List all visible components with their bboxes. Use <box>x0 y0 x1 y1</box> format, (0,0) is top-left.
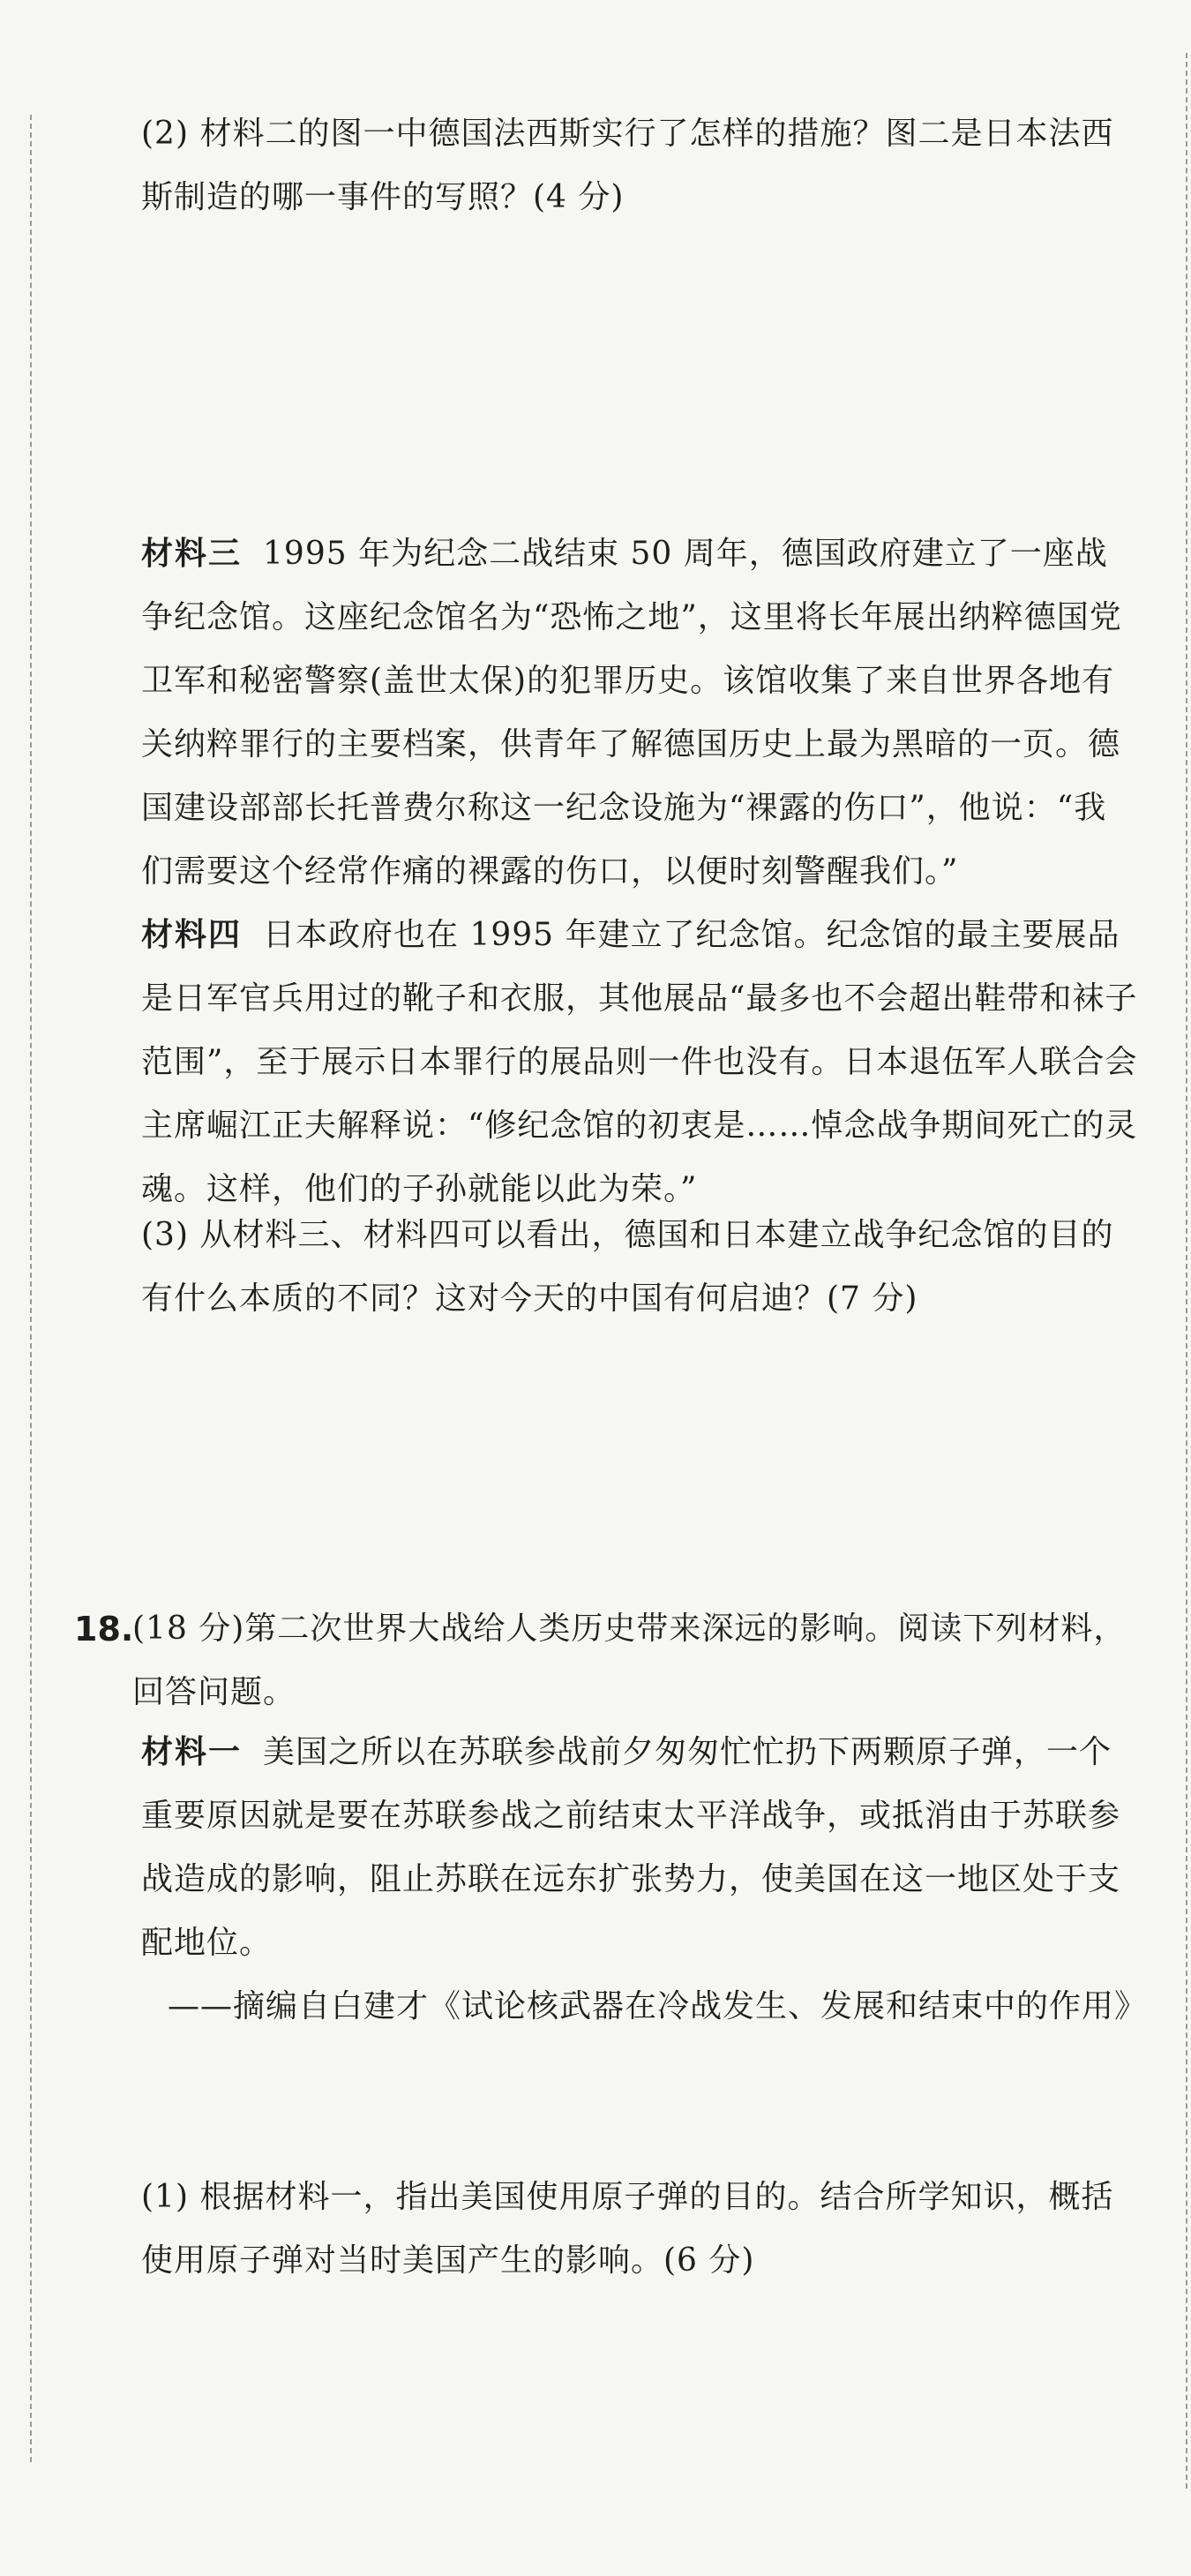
material-text: 美国之所以在苏联参战前夕匆匆忙忙扔下两颗原子弹，一个重要原因就是要在苏联参战之前结束太平洋战争，或抵消由于苏联参战造成的影响，阻止苏联在远东扩张势力，使美国在这一地区处于支配地位。 <box>141 1734 1121 1961</box>
binding-line-left <box>30 115 32 2462</box>
material-text: 日本政府也在 1995 年建立了纪念馆。纪念馆的最主要展品是日军官兵用过的靴子和衣服，其他展品“最多也不会超出鞋带和袜子范围”，至于展示日本罪行的展品则一件也没有。日本退伍军人联合会主席崛江正夫解释说：“修纪念馆的初衷是……悼念战争期间死亡的灵魂。这样，他们的子孙就能以此为荣。” <box>141 917 1138 1207</box>
question-text: (2) 材料二的图一中德国法西斯实行了怎样的措施？图二是日本法西斯制造的哪一事件的写照？(4 分) <box>141 116 1114 215</box>
material-paragraph <box>141 904 1138 1221</box>
question-text: (18 分)第二次世界大战给人类历史带来深远的影响。阅读下列材料，回答问题。 <box>132 1611 1127 1710</box>
binding-line-right <box>1186 53 1187 2489</box>
question-text: (3) 从材料三、材料四可以看出，德国和日本建立战争纪念馆的目的有什么本质的不同？这对今天的中国有何启迪？(7 分) <box>141 1217 1114 1317</box>
question-number: 18. <box>74 1610 134 1648</box>
material-label: 材料四 <box>141 917 243 953</box>
material-3-block <box>141 522 1138 1221</box>
question-text: (1) 根据材料一，指出美国使用原子弹的目的。结合所学知识，概括使用原子弹对当时美国产生的影响。(6 分) <box>141 2179 1114 2279</box>
question-18-material-1 <box>141 1721 1148 2039</box>
material-label: 材料一 <box>141 1734 243 1770</box>
material-text: 1995 年为纪念二战结束 50 周年，德国政府建立了一座战争纪念馆。这座纪念馆名为“恐怖之地”，这里将长年展出纳粹德国党卫军和秘密警察(盖世太保)的犯罪历史。该馆收集了来自世界各地有关纳粹罪行的主要档案，供青年了解德国历史上最为黑暗的一页。德国建设部部长托普费尔称这一纪念设施为“裸露的伤口”，他说：“我们需要这个经常作痛的裸露的伤口，以便时刻警醒我们。” <box>141 536 1122 890</box>
material-label: 材料三 <box>141 536 243 572</box>
question-17-part-2 <box>141 102 1138 229</box>
material-source: ——摘编自白建才《试论核武器在冷战发生、发展和结束中的作用》 <box>168 1988 1148 2024</box>
question-18-intro <box>132 1597 1138 1724</box>
material-paragraph <box>141 522 1138 904</box>
question-17-part-3 <box>141 1204 1138 1331</box>
material-paragraph <box>141 1721 1138 1975</box>
question-18-part-1 <box>141 2166 1138 2293</box>
